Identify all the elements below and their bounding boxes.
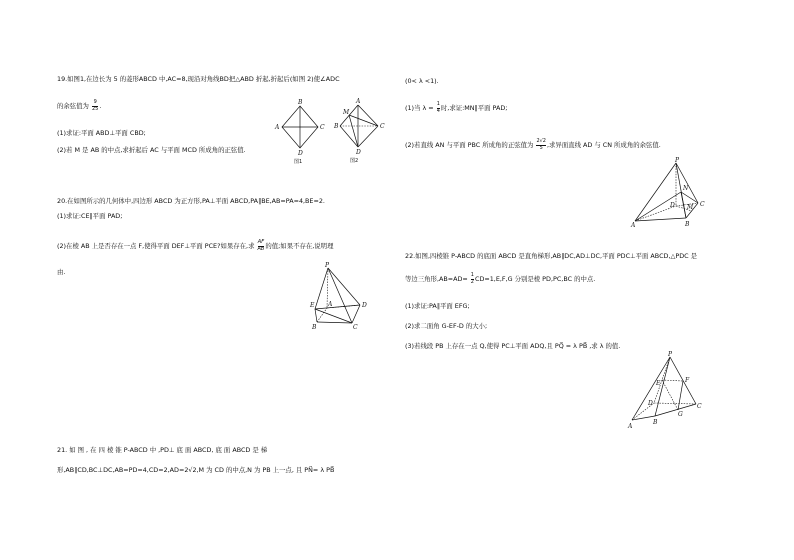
q21-stem-line1: 21. 如 图 , 在 四 棱 锥 P-ABCD 中 ,PD⊥ 底 面 ABCD, 底 面 ABCD 是 梯 [57,446,268,454]
fraction-denominator: AB [257,245,265,252]
rhombus-figure [274,100,330,165]
q22-half-fraction [471,273,474,285]
q19-stem-end: . [99,102,102,110]
q22-stem-line2 [405,273,595,285]
label-c: C [320,124,325,131]
q21-part2-text: (2)若直线 AN 与平面 PBC 所成角的正弦值为 [405,141,534,149]
q22-stem-text-end: CD=1,E,F,G 分别是棱 PD,PC,BC 的中点. [474,275,596,283]
q20-part2-text: (2)在棱 AB 上是否存在一点 F,使得平面 DEF⊥平面 PCE?如果存在,求 [57,242,255,250]
fraction-numerator: 1 [436,101,440,107]
q21-part2 [405,139,661,151]
q20-figure [306,262,370,336]
q19-stem-line1: 19.如图1,在边长为 5 的菱形ABCD 中,AC=8,现沿对角线BD把△ABD 折起,折起后(如图 2)使∠ADC [57,75,340,83]
pyramid-figure [630,157,712,229]
polyhedron-figure [306,262,370,332]
label-c: C [700,201,705,208]
label-a: A [275,124,280,131]
q19-figure-2 [334,98,390,169]
label-b: B [298,99,303,106]
q21-sine-fraction [536,139,546,151]
figure-2-caption: 图2 [350,158,359,164]
fraction-denominator: 5 [539,144,543,151]
fraction-denominator: 2 [470,278,474,285]
label-a: A [631,222,636,229]
q20-part2-line1 [57,240,333,252]
fraction-numerator: AF [257,239,265,245]
folded-tetrahedron-figure [334,98,390,165]
q19-figure-1 [274,100,330,169]
label-d: D [648,400,653,407]
q19-part1: (1)求证:平面 ABD⊥平面 CBD; [57,129,146,137]
label-d: D [356,149,361,156]
q20-part1: (1)求证:CE∥平面 PAD; [57,212,123,220]
q22-figure [626,350,706,436]
trapezoid-pyramid-figure [626,350,706,432]
label-a: A [628,423,633,430]
fraction-denominator: 25 [92,105,99,112]
q21-part1 [405,102,507,114]
fraction-numerator: 9 [93,99,97,105]
label-d: D [298,150,303,157]
label-c: C [380,123,385,130]
fraction-numerator: 2√2 [536,138,546,144]
q21-stem-line2: 形,AB∥CD,BC⊥DC,AB=PD=4,CD=2,AD=2√2,M 为 CD 的中点,N 为 PB 上一点, 且 PN⃗= λ PB⃗ [57,466,335,474]
q20-stem: 20.在如图所示的几何体中,四边形 ABCD 为正方形,PA⊥平面 ABCD,PA∥BE,AB=PA=4,BE=2. [57,197,325,205]
label-g: G [678,411,683,418]
label-b: B [312,324,317,331]
q22-part3: (3)若线段 PB 上存在一点 Q,使得 PC⊥平面 ADQ,且 PQ⃗ = λ PB⃗ ,求 λ 的值. [405,342,621,350]
fraction-numerator: 1 [470,272,474,278]
q22-stem-text: 等边三角形,AB=AD= [405,275,468,283]
q21-part1-text: (1)当 λ = [405,104,434,112]
q20-part2-text-end: 的值;如果不存在,说明理 [265,242,334,250]
q20-part2-line2: 由. [57,268,66,276]
label-a: A [356,98,361,105]
q19-cosine-fraction [92,100,98,112]
q21-lambda-fraction [437,102,440,114]
q19-part2: (2)若 M 是 AB 的中点,求折起后 AC 与平面 MCD 所成角的正弦值. [57,146,246,154]
q22-part2: (2)求二面角 G-EF-D 的大小; [405,322,488,330]
fraction-denominator: 4 [436,107,440,114]
q21-lambda-range: (0< λ <1). [405,77,439,85]
label-c: C [353,324,358,331]
q20-ratio-fraction [258,240,265,252]
label-b: B [334,123,339,130]
q19-stem-line2 [57,100,101,112]
q21-part2-text-end: ,求异面直线 AD 与 CN 所成角的余弦值. [547,141,661,149]
label-b: B [653,419,658,426]
q22-stem-line1: 22.如图,四棱锥 P-ABCD 的底面 ABCD 是直角梯形,AB∥DC,AD⊥DC,平面 PDC⊥平面 ABCD,△PDC 是 [405,252,698,260]
label-c: C [697,403,702,410]
label-m: M [687,204,694,211]
label-e: E [310,302,315,309]
label-d: D [362,302,367,309]
label-d: D [670,202,675,209]
q21-figure [630,157,712,233]
label-a: A [328,301,333,308]
q21-part1-text-end: 时,求证:MN∥平面 PAD; [440,104,508,112]
label-n: N [683,185,689,192]
label-f: F [685,377,690,384]
label-p: P [325,262,330,269]
label-p: P [668,351,673,358]
label-p: P [675,157,680,164]
label-b: B [685,221,690,228]
label-m: M [343,109,350,116]
figure-1-caption: 图1 [294,159,303,165]
q19-stem-text: 的余弦值为 [57,102,89,110]
label-e: E [656,380,661,387]
q22-part1: (1)求证:PA∥平面 EFG; [405,302,470,310]
